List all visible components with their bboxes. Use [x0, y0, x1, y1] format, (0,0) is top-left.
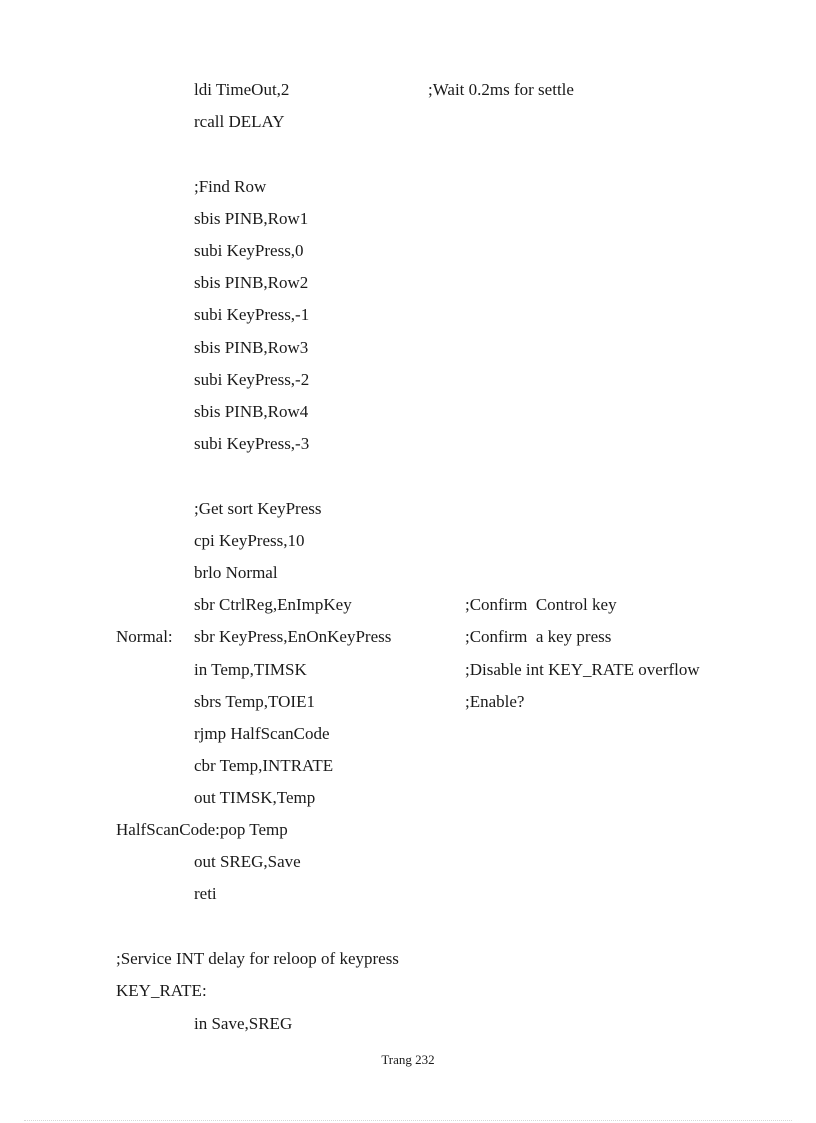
code-line-23: out SREG,Save [194, 852, 301, 871]
code-line-1: ldi TimeOut,2 [194, 80, 290, 99]
page-number: Trang 232 [381, 1052, 435, 1067]
code-line-20: cbr Temp,INTRATE [194, 756, 334, 775]
code-line-8: sbis PINB,Row3 [194, 338, 309, 357]
code-comment-18: ;Enable? [465, 692, 525, 711]
code-line-26: KEY_RATE: [116, 981, 207, 1000]
code-line-21: out TIMSK,Temp [194, 788, 316, 807]
code-line-3: ;Find Row [194, 177, 267, 196]
code-line-16: sbr KeyPress,EnOnKeyPress [194, 627, 392, 646]
code-line-17: in Temp,TIMSK [194, 660, 307, 679]
code-line-14: brlo Normal [194, 563, 278, 582]
code-line-24: reti [194, 884, 217, 903]
code-line-5: subi KeyPress,0 [194, 241, 304, 260]
code-line-12: ;Get sort KeyPress [194, 499, 322, 518]
code-line-2: rcall DELAY [194, 112, 285, 131]
code-line-18: sbrs Temp,TOIE1 [194, 692, 315, 711]
code-line-22: HalfScanCode:pop Temp [116, 820, 288, 839]
code-comment-15: ;Confirm Control key [465, 595, 617, 614]
code-line-13: cpi KeyPress,10 [194, 531, 305, 550]
code-line-4: sbis PINB,Row1 [194, 209, 309, 228]
code-line-6: sbis PINB,Row2 [194, 273, 309, 292]
code-label-normal: Normal: [116, 627, 173, 646]
code-line-7: subi KeyPress,-1 [194, 305, 310, 324]
code-comment-16: ;Confirm a key press [465, 627, 612, 646]
code-line-27: in Save,SREG [194, 1014, 293, 1033]
code-line-11: subi KeyPress,-3 [194, 434, 310, 453]
code-comment-17: ;Disable int KEY_RATE overflow [465, 660, 700, 679]
code-line-10: sbis PINB,Row4 [194, 402, 309, 421]
page-bottom-rule [24, 1120, 792, 1121]
code-line-15: sbr CtrlReg,EnImpKey [194, 595, 352, 614]
code-comment-1: ;Wait 0.2ms for settle [428, 80, 574, 99]
code-line-19: rjmp HalfScanCode [194, 724, 330, 743]
code-line-9: subi KeyPress,-2 [194, 370, 310, 389]
code-line-25: ;Service INT delay for reloop of keypress [116, 949, 399, 968]
